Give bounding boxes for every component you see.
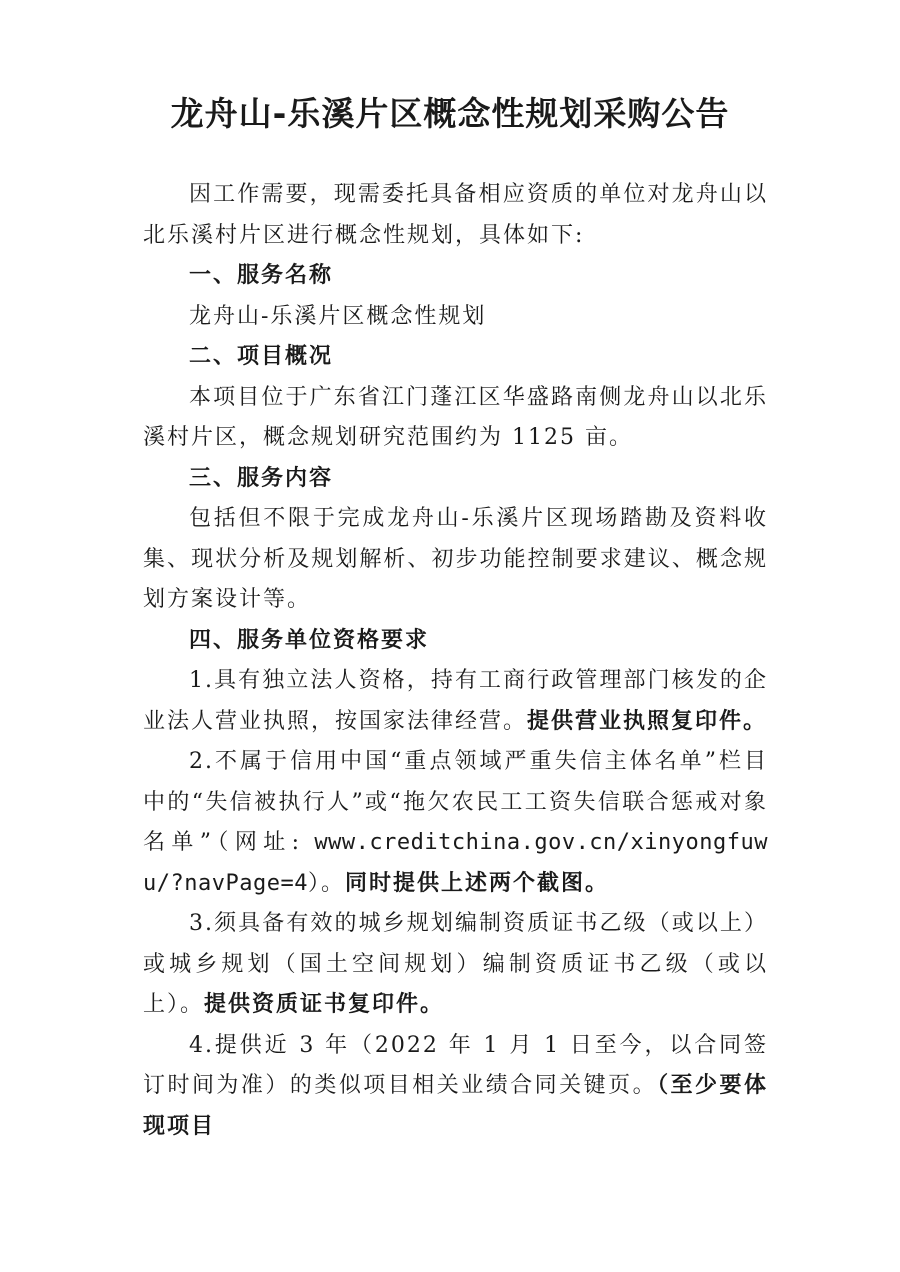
page-title: 龙舟山-乐溪片区概念性规划采购公告 (170, 94, 730, 133)
service-content-text: 包括但不限于完成龙舟山-乐溪片区现场踏勘及资料收集、现状分析及规划解析、初步功能控制要求建议、概念规划方案设计等。 (143, 506, 768, 612)
credit-china-url-part-1: www.creditchina.gov.cn/xinyongfuwu/?n (143, 830, 768, 896)
qualification-item-1 (143, 661, 768, 742)
project-overview-text: 本项目位于广东省江门蓬江区华盛路南侧龙舟山以北乐溪村片区，概念规划研究范围约为 1125 亩。 (143, 384, 768, 450)
qualification-item-3 (143, 904, 768, 1026)
qualification-item-2 (143, 742, 768, 904)
document-body (143, 175, 768, 1147)
qualification-item-4-bold: （至少要体现项目 (143, 1073, 768, 1139)
service-name-text: 龙舟山-乐溪片区概念性规划 (189, 303, 487, 329)
qualification-item-3-bold: 提供资质证书复印件。 (204, 992, 445, 1017)
section-heading-qualification: 四、服务单位资格要求 (189, 627, 430, 653)
qualification-item-2-text-a: 2.不属于信用中国“重点领域严重失信主体名单”栏目中的“失信被执行人”或“拖欠农民工工资失信联合惩戒对象名单”（网址: (143, 749, 768, 855)
qualification-item-4-text: 4.提供近 3 年（2022 年 1 月 1 日至今，以合同签订时间为准）的类似项目相关业绩合同关键页。 (143, 1032, 768, 1098)
qualification-item-1-text: 1.具有独立法人资格，持有工商行政管理部门核发的企业法人营业执照，按国家法律经营。 (143, 668, 768, 734)
section-heading-project-overview: 二、项目概况 (189, 344, 334, 369)
qualification-item-4 (143, 1026, 768, 1148)
qualification-item-1-bold: 提供营业执照复印件。 (527, 708, 768, 734)
qualification-item-3-text: 3.须具备有效的城乡规划编制资质证书乙级（或以上）或城乡规划（国土空间规划）编制资质证书乙级（或以上）。 (143, 911, 768, 1017)
intro-paragraph: 因工作需要，现需委托具备相应资质的单位对龙舟山以北乐溪村片区进行概念性规划，具体如下: (143, 182, 768, 248)
section-heading-service-name: 一、服务名称 (189, 263, 334, 288)
section-heading-service-content: 三、服务内容 (189, 465, 334, 491)
credit-china-url-part-2: avPage=4 (197, 870, 308, 896)
qualification-item-2-text-b: ）。 (307, 870, 345, 896)
qualification-item-2-bold: 同时提供上述两个截图。 (344, 870, 609, 896)
